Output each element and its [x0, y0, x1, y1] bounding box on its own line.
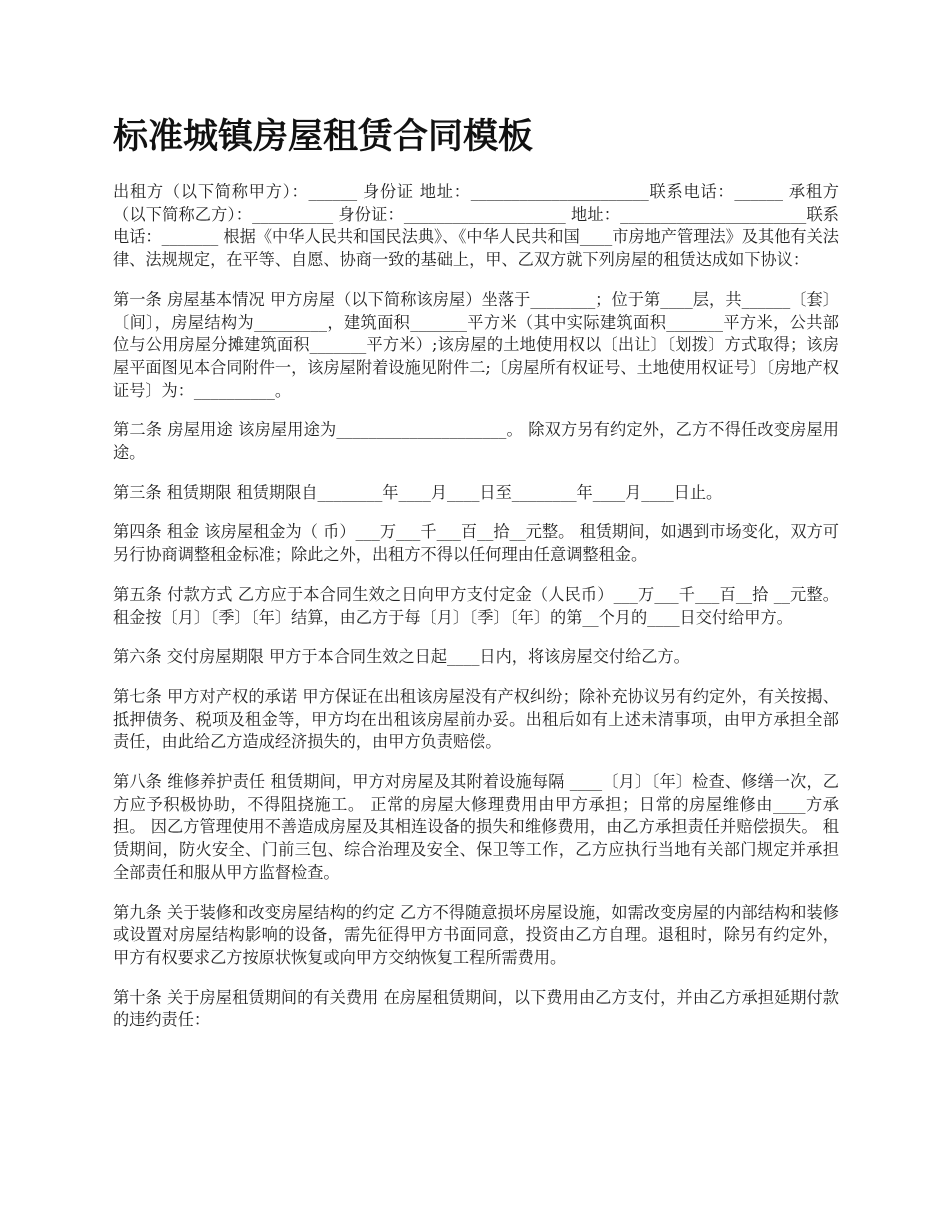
- paragraph-article-7: 第七条 甲方对产权的承诺 甲方保证在出租该房屋没有产权纠纷；除补充协议另有约定外，有关按揭、抵押债务、税项及租金等，甲方均在出租该房屋前办妥。出租后如有上述未清事项，由甲方承担全部责任，由此给乙方造成经济损失的，由甲方负责赔偿。: [113, 686, 839, 752]
- paragraph-article-4: 第四条 租金 该房屋租金为（ 币）___万___千___百__拾__元整。 租赁期间，如遇到市场变化，双方可另行协商调整租金标准；除此之外，出租方不得以任何理由任意调整租金。: [113, 522, 839, 565]
- paragraph-article-2: 第二条 房屋用途 该房屋用途为_____________________。 除双方另有约定外，乙方不得任改变房屋用途。: [113, 420, 839, 463]
- paragraph-article-10: 第十条 关于房屋租赁期间的有关费用 在房屋租赁期间，以下费用由乙方支付，并由乙方承担延期付款的违约责任：: [113, 987, 839, 1030]
- document-title: 标准城镇房屋租赁合同模板: [113, 117, 534, 157]
- paragraph-article-3: 第三条 租赁期限 租赁期限自________年____月____日至________年____月____日止。: [113, 482, 723, 502]
- paragraph-article-9: 第九条 关于装修和改变房屋结构的约定 乙方不得随意损坏房屋设施，如需改变房屋的内部结构和装修或设置对房屋结构影响的设备，需先征得甲方书面同意，投资由乙方自理。退租时，除另有约定外，甲方有权要求乙方按原状恢复或向甲方交纳恢复工程所需费用。: [113, 902, 839, 967]
- paragraph-article-5: 第五条 付款方式 乙方应于本合同生效之日向甲方支付定金（人民币）___万___千___百__拾 __元整。租金按〔月〕〔季〕〔年〕结算，由乙方于每〔月〕〔季〕〔年〕的第__个月的____日交付给甲方。: [113, 584, 839, 627]
- paragraph-article-1: 第一条 房屋基本情况 甲方房屋（以下简称该房屋）坐落于________；位于第____层，共______〔套〕〔间〕，房屋结构为_________，建筑面积_______平方米（其中实际建筑面积_______平方米，公共部位与公用房屋分摊建筑面积_______平方米）;该房屋的土地使用权以〔出让〕〔划拨〕方式取得；该房屋平面图见本合同附件一，该房屋附着设施见附件二;〔房屋所有权证号、土地使用权证号〕〔房地产权证号〕为：__________。: [113, 289, 839, 400]
- contract-body: [113, 181, 839, 1049]
- paragraph-article-8: 第八条 维修养护责任 租赁期间，甲方对房屋及其附着设施每隔 ____〔月〕〔年〕检查、修缮一次，乙方应予积极协助，不得阻挠施工。 正常的房屋大修理费用由甲方承担；日常的房屋维修由____方承担。 因乙方管理使用不善造成房屋及其相连设备的损失和维修费用，由乙方承担责任并赔偿损失。 租赁期间，防火安全、门前三包、综合治理及安全、保卫等工作，乙方应执行当地有关部门规定并承担全部责任和服从甲方监督检查。: [113, 772, 839, 882]
- paragraph-article-6: 第六条 交付房屋期限 甲方于本合同生效之日起____日内，将该房屋交付给乙方。: [113, 647, 690, 667]
- paragraph-preamble: 出租方（以下简称甲方）：______ 身份证 地址：______________________联系电话：______ 承租方（以下简称乙方）：__________ 身份证：____________________ 地址：_______________________联系电话：_______ 根据《中华人民共和国民法典》、《中华人民共和国____市房地产管理法》及其他有关法律、法规规定，在平等、自愿、协商一致的基础上，甲、乙双方就下列房屋的租赁达成如下协议：: [113, 182, 839, 270]
